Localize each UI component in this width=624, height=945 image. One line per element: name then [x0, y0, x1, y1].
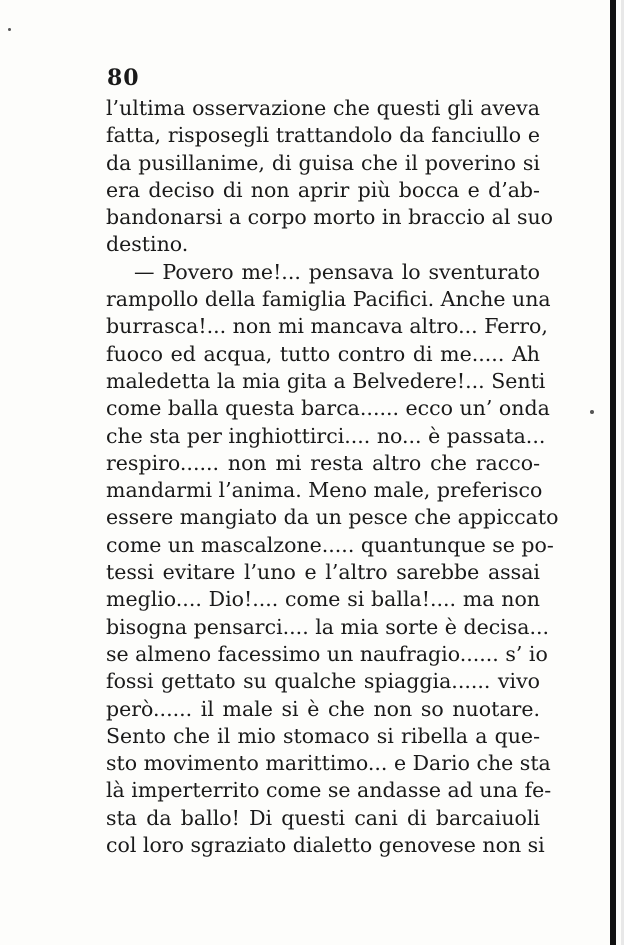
- text-line: da pusillanime, di guisa che il poverino si: [106, 150, 540, 175]
- text-line: fossi gettato su qualche spiaggia...... vivo: [106, 669, 540, 694]
- page-edge-shadow: [610, 0, 616, 945]
- text-line: fatta, risposegli trattandolo da fanciullo e: [106, 123, 540, 148]
- text-line: bandonarsi a corpo morto in braccio al suo: [106, 205, 554, 230]
- text-line: però...... il male si è che non so nuotare.: [106, 696, 540, 721]
- text-line: mandarmi l’anima. Meno male, preferisco: [106, 478, 543, 503]
- body-text: [106, 95, 559, 859]
- text-line: sto movimento marittimo... e Dario che sta: [106, 751, 551, 776]
- text-line: col loro sgraziato dialetto genovese non si: [106, 833, 545, 858]
- text-line: là imperterrito come se andasse ad una fe-: [106, 778, 552, 803]
- text-line: se almeno facessimo un naufragio...... s’ io: [106, 641, 548, 666]
- text-line: respiro...... non mi resta altro che racco-: [106, 450, 540, 475]
- text-line: tessi evitare l’uno e l’altro sarebbe assai: [106, 560, 540, 585]
- text-line: maledetta la mia gita a Belvedere!... Senti: [106, 368, 546, 393]
- print-speck: [8, 28, 11, 31]
- text-line: destino.: [106, 232, 189, 257]
- text-line: l’ultima osservazione che questi gli aveva: [106, 96, 540, 120]
- text-line: sta da ballo! Di questi cani di barcaiuoli: [106, 805, 540, 830]
- text-line: meglio.... Dio!.... come si balla!.... ma non: [106, 587, 540, 612]
- text-line: era deciso di non aprir più bocca e d’ab-: [106, 177, 540, 202]
- text-line: che sta per inghiottirci.... no... è passata...: [106, 423, 546, 448]
- text-line: essere mangiato da un pesce che appiccato: [106, 505, 559, 530]
- text-line: — Povero me!... pensava lo sventurato: [134, 259, 540, 284]
- text-line: come balla questa barca...... ecco un’ onda: [106, 396, 550, 421]
- text-line: burrasca!... non mi mancava altro... Ferro,: [106, 314, 548, 339]
- print-speck: [590, 410, 594, 414]
- text-line: bisogna pensarci.... la mia sorte è decisa...: [106, 614, 550, 639]
- text-line: Sento che il mio stomaco si ribella a que-: [106, 723, 540, 748]
- text-line: fuoco ed acqua, tutto contro di me..... Ah: [106, 341, 540, 366]
- text-line: come un mascalzone..... quantunque se po-: [106, 532, 554, 557]
- page-number: 80: [107, 65, 140, 91]
- text-line: rampollo della famiglia Pacifici. Anche una: [106, 287, 551, 312]
